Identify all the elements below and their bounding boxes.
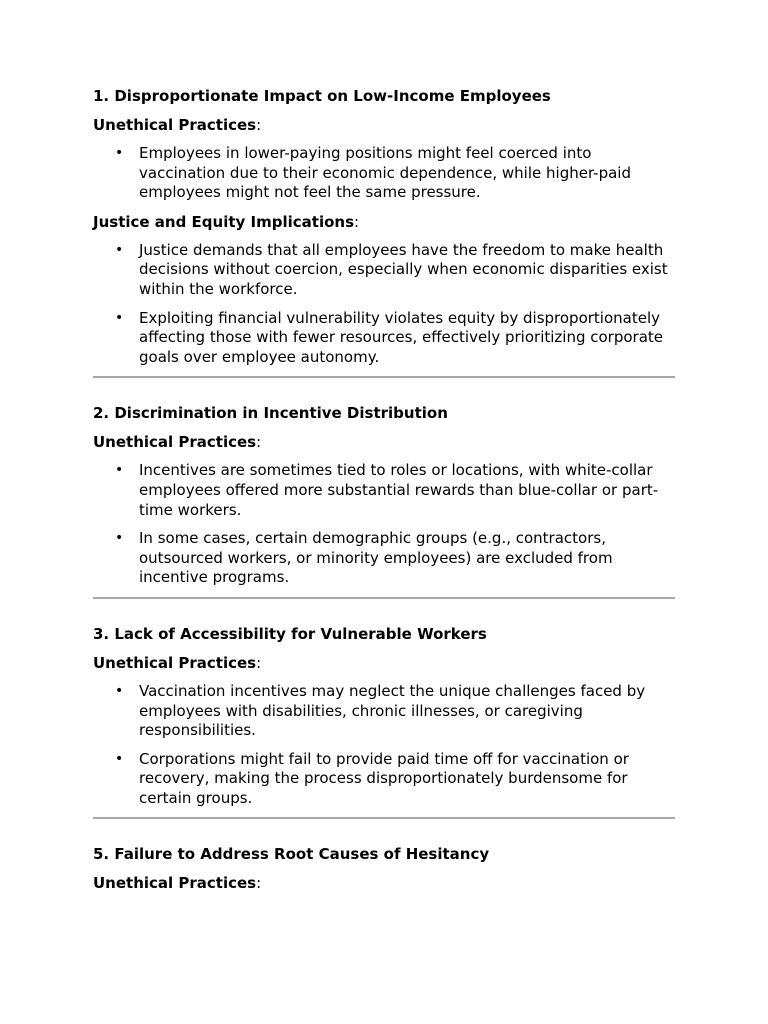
section-title: 5. Failure to Address Root Causes of Hesitancy <box>93 845 490 864</box>
list-item <box>93 750 675 809</box>
list-item <box>93 682 675 741</box>
sub-heading-label: Unethical Practices <box>93 653 257 672</box>
document-page <box>93 86 675 893</box>
sub-heading-colon: : <box>256 874 262 893</box>
list-item <box>93 461 675 520</box>
bullet-list <box>93 461 675 588</box>
bullet-icon: • <box>115 750 124 767</box>
bullet-icon: • <box>115 309 124 326</box>
list-item-text: Exploiting financial vulnerability violates equity by disproportionately affecting those with fewer resources, effectively prioritizing corporate goals over employee autonomy. <box>139 308 664 366</box>
list-item-text: Corporations might fail to provide paid time off for vaccination or recovery, making the process disproportionately burdensome for certain groups. <box>139 749 629 807</box>
section-title: 2. Discrimination in Incentive Distribution <box>93 404 448 423</box>
list-item <box>93 309 675 368</box>
sub-heading <box>93 115 675 135</box>
list-item <box>93 241 675 300</box>
sub-heading <box>93 212 675 232</box>
sub-heading <box>93 432 675 452</box>
bullet-icon: • <box>115 530 124 547</box>
sub-heading-colon: : <box>256 116 262 134</box>
sub-heading <box>93 873 675 893</box>
section-1 <box>93 86 675 378</box>
bullet-icon: • <box>115 682 124 699</box>
list-item-text: Vaccination incentives may neglect the unique challenges faced by employees with disabilities, chronic illnesses, or caregiving responsibilities. <box>139 681 646 740</box>
bullet-icon: • <box>115 462 124 479</box>
section-3 <box>93 624 675 820</box>
sub-heading-label: Unethical Practices <box>93 116 257 134</box>
sub-heading-colon: : <box>354 212 360 231</box>
sub-heading <box>93 653 675 673</box>
sub-heading-label: Unethical Practices <box>93 433 257 452</box>
sub-heading-label: Justice and Equity Implications <box>93 212 354 231</box>
bullet-icon: • <box>115 241 124 258</box>
bullet-icon: • <box>115 145 124 161</box>
section-title: 1. Disproportionate Impact on Low-Income Employees <box>93 87 551 105</box>
section-2 <box>93 403 675 599</box>
list-item-text: In some cases, certain demographic groups (e.g., contractors, outsourced workers, or minority employees) are excluded from incentive programs. <box>139 529 613 587</box>
list-item-text: Employees in lower-paying positions might feel coerced into vaccination due to their economic dependence, while higher-paid employees might not feel the same pressure. <box>139 144 631 202</box>
sub-heading-colon: : <box>256 653 262 672</box>
bullet-list <box>93 144 675 203</box>
bullet-list <box>93 682 675 809</box>
section-title: 3. Lack of Accessibility for Vulnerable Workers <box>93 624 487 643</box>
list-item-text: Incentives are sometimes tied to roles or locations, with white-collar employees offered more substantial rewards than blue-collar or part-time workers. <box>139 461 659 519</box>
sub-heading-colon: : <box>256 433 262 452</box>
sub-heading-label: Unethical Practices <box>93 874 257 893</box>
section-5 <box>93 844 675 893</box>
list-item-text: Justice demands that all employees have the freedom to make health decisions without coercion, especially when economic disparities exist within the workforce. <box>139 240 668 298</box>
list-item <box>93 144 675 203</box>
bullet-list <box>93 241 675 368</box>
list-item <box>93 529 675 588</box>
